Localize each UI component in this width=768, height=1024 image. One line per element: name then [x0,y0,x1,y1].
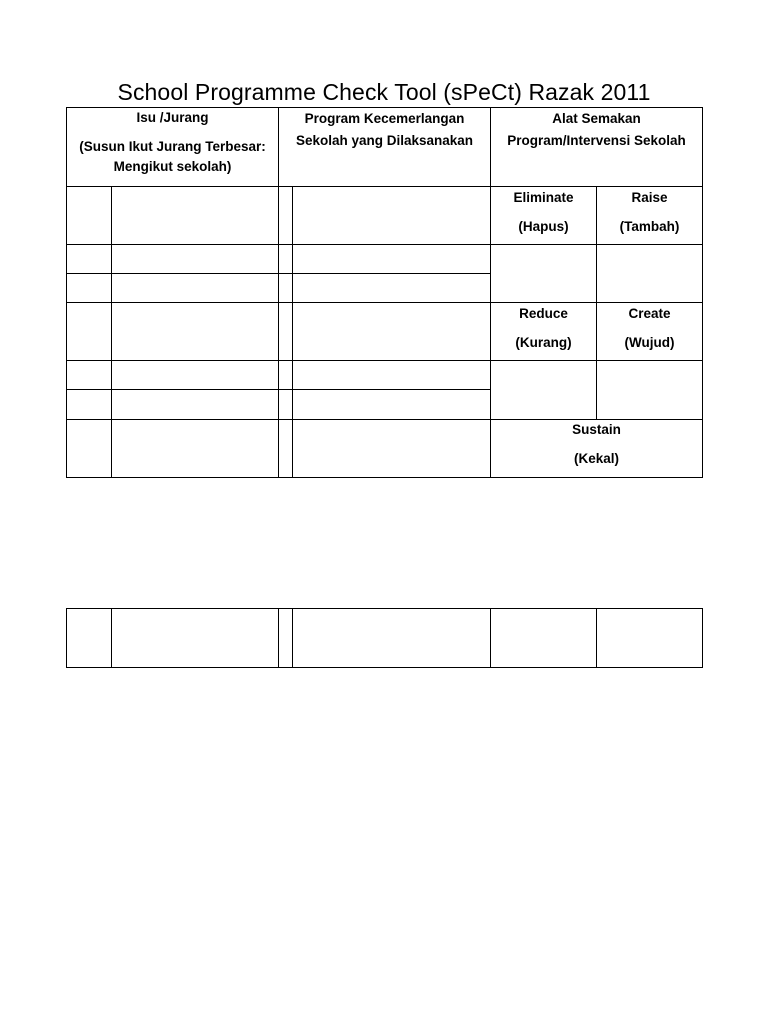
row-divider-4 [67,360,490,361]
bottom-col-divider-2 [278,609,279,667]
raise-label [597,183,702,241]
row-divider-5 [67,389,490,390]
raise-text: Raise [631,190,668,205]
raise-translation: (Tambah) [619,219,680,234]
col-divider-program-number [292,186,293,477]
action-divider-1 [490,244,702,245]
bottom-col-divider-3 [292,609,293,667]
header-issue [67,108,278,177]
sustain-translation: (Kekal) [573,451,619,466]
create-label [597,299,702,357]
row-divider-2 [67,273,490,274]
header-issue-line1: Isu /Jurang [136,110,209,125]
eliminate-translation: (Hapus) [518,219,569,234]
eliminate-label [491,183,596,241]
bottom-col-divider-5 [596,609,597,667]
col-divider-issue-number [111,186,112,477]
header-programme-line2: Sekolah yang Dilaksanakan [295,133,474,148]
header-programme-line1: Program Kecemerlangan [304,111,465,126]
header-issue-line3: Mengikut sekolah) [113,159,232,174]
reduce-text: Reduce [519,306,568,321]
row-divider-6 [67,419,490,420]
action-divider-3 [490,360,702,361]
row-divider-1 [67,244,490,245]
header-programme [279,108,490,152]
create-text: Create [628,306,671,321]
reduce-translation: (Kurang) [515,335,572,350]
bottom-col-divider-1 [111,609,112,667]
reduce-label [491,299,596,357]
bottom-col-divider-4 [490,609,491,667]
page-title: School Programme Check Tool (sPeCt) Razak 2011 [117,79,651,106]
eliminate-text: Eliminate [513,190,574,205]
sustain-text: Sustain [572,422,621,437]
sustain-label [491,415,702,473]
header-check-tool [491,108,702,152]
header-check-tool-line2: Program/Intervensi Sekolah [507,133,686,148]
col-divider-issue-program [278,108,279,477]
row-divider-3 [67,302,490,303]
header-issue-line2: (Susun Ikut Jurang Terbesar: [79,139,266,154]
header-check-tool-line1: Alat Semakan [552,111,641,126]
programme-check-table [66,107,703,478]
create-translation: (Wujud) [624,335,675,350]
extra-table-row [66,608,703,668]
